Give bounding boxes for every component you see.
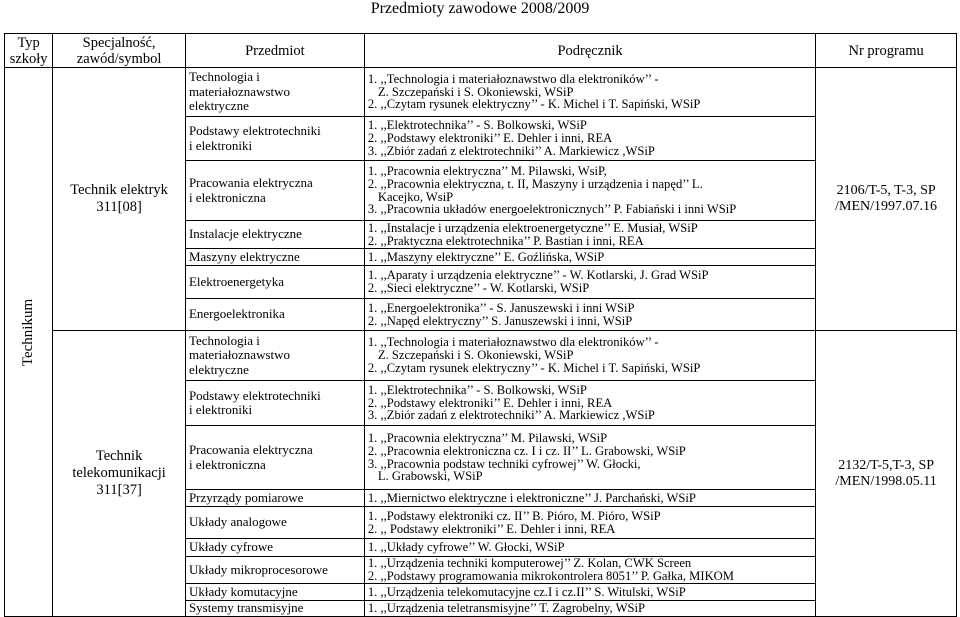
subject-line: i elektroniki — [188, 137, 253, 153]
header-spec — [53, 34, 186, 68]
textbook-line: 2. ,,Pracownia elektryczna, t. II, Maszyny i urządzenia i napęd’’ L. — [367, 176, 703, 191]
program-number-line: /MEN/1997.07.16 — [835, 199, 938, 214]
subjects-table — [4, 33, 957, 617]
subject-line: Układy cyfrowe — [188, 539, 274, 555]
textbook-cell — [364, 299, 815, 331]
textbook-cell — [364, 266, 815, 299]
textbook-line: 2. ,,Sieci elektryczne’’ - W. Kotlarski, WSiP — [367, 281, 590, 295]
textbook-line: 1. ,,Urządzenia teletransmisyjne’’ T. Zagrobelny, WSiP — [367, 601, 645, 616]
subject-cell — [185, 557, 364, 584]
table-row — [5, 331, 957, 381]
textbook-line: 2. ,,Pracownia elektroniczna cz. I i cz. II’’ L. Grabowski, WSiP — [367, 443, 686, 458]
header-przedmiot: Przedmiot — [185, 34, 364, 68]
subject-cell — [185, 539, 364, 557]
textbook-line: 3. ,,Pracownia podstaw techniki cyfrowej’’ W. Głocki, — [367, 456, 641, 471]
textbook-cell — [364, 601, 815, 617]
subject-line: Układy mikroprocesorowe — [188, 561, 328, 577]
subject-line: Systemy transmisyjne — [188, 600, 304, 616]
table-body — [5, 68, 957, 617]
subject-cell — [185, 331, 364, 381]
program-number-line: 2132/T-5,T-3, SP — [838, 457, 935, 473]
textbook-line: Kacejko, WsiP — [377, 189, 454, 204]
textbook-cell — [364, 584, 815, 601]
subject-line: Podstawy elektrotechniki — [188, 387, 321, 403]
textbook-line: 1. ,,Elektrotechnika’’ - S. Bolkowski, WSiP — [367, 382, 587, 397]
textbook-line: 2. ,,Podstawy programowania mikrokontrolera 8051’’ P. Gałka, MIKOM — [367, 569, 734, 583]
subject-cell — [185, 507, 364, 539]
specialty-line: Technik elektryk — [70, 182, 168, 198]
subject-line: Technologia i — [188, 332, 260, 348]
textbook-line: 1. ,,Instalacje i urządzenia elektroenergetyczne’’ E. Musiał, WSiP — [367, 220, 698, 235]
subject-cell — [185, 601, 364, 617]
textbook-line: 1. ,,Elektrotechnika’’ - S. Bolkowski, WSiP — [367, 118, 587, 133]
textbook-line: 1. ,,Maszyny elektryczne’’ E. Goźlińska, WSiP — [367, 249, 605, 264]
header-spec-line2: zawód/symbol — [76, 50, 162, 67]
textbook-cell — [364, 221, 815, 249]
school-type-cell — [5, 68, 53, 617]
textbook-cell — [364, 539, 815, 557]
textbook-line: 2. ,,Czytam rysunek elektryczny’’ - K. Michel i T. Sapiński, WSiP — [367, 97, 701, 112]
subject-cell — [185, 117, 364, 161]
subject-line: elektryczne — [188, 361, 249, 377]
table-row — [5, 68, 957, 117]
textbook-line: 1. ,,Energoelektronika’’ - S. Januszewski i inni WSiP — [367, 300, 635, 315]
subject-cell — [185, 68, 364, 117]
subject-cell — [185, 490, 364, 507]
subject-cell — [185, 381, 364, 426]
textbook-line: 1. ,,Układy cyfrowe’’ W. Głocki, WSiP — [367, 540, 565, 555]
subject-cell — [185, 266, 364, 299]
program-number-cell — [816, 331, 957, 617]
subject-line: Pracowania elektryczna — [188, 175, 313, 190]
textbook-line: Z. Szczepański i S. Okoniewski, WSiP — [377, 348, 574, 363]
school-type: Technikum — [20, 298, 37, 366]
subject-line: materiałoznawstwo — [188, 347, 291, 363]
program-number-cell — [816, 68, 957, 331]
specialty-cell — [53, 331, 186, 617]
textbook-line: 1. ,,Aparaty i urządzenia elektryczne’’ - W. Kotlarski, J. Grad WSiP — [367, 268, 709, 283]
subject-cell — [185, 584, 364, 601]
specialty-line: Technik — [95, 448, 143, 464]
textbook-line: 2. ,,Podstawy elektroniki’’ E. Dehler i inni, REA — [367, 131, 613, 146]
subject-line: i elektroniki — [188, 402, 253, 417]
program-number-line: /MEN/1998.05.11 — [835, 473, 937, 489]
subject-line: Układy komutacyjne — [188, 583, 298, 599]
textbook-line: 2. ,,Czytam rysunek elektryczny’’ - K. Michel i T. Sapiński, WSiP — [367, 360, 701, 375]
subject-cell — [185, 161, 364, 221]
textbook-line: 2. ,,Praktyczna elektrotechnika’’ P. Bastian i inni, REA — [367, 233, 644, 248]
textbook-cell — [364, 249, 815, 266]
textbook-line: 1. ,,Technologia i materiałoznawstwo dla elektroników’’ - — [367, 335, 659, 350]
textbook-line: 1. ,,Podstawy elektroniki cz. II’’ B. Pióro, M. Pióro, WSiP — [367, 508, 661, 523]
textbook-cell — [364, 117, 815, 161]
textbook-cell — [364, 331, 815, 381]
textbook-cell — [364, 426, 815, 490]
subject-line: Przyrządy pomiarowe — [188, 489, 304, 505]
subject-cell — [185, 249, 364, 266]
subject-line: Pracowania elektryczna — [188, 442, 313, 457]
textbook-cell — [364, 68, 815, 117]
subject-cell — [185, 221, 364, 249]
header-podrecznik: Podręcznik — [364, 34, 815, 68]
header-typ — [5, 34, 53, 68]
specialty-line: 311[08] — [96, 199, 142, 215]
subject-cell — [185, 299, 364, 331]
header-spec-line1: Specjalność, — [82, 34, 156, 51]
textbook-line: 1. ,,Pracownia elektryczna’’ M. Pilawski, WsiP, — [367, 164, 607, 179]
textbook-cell — [364, 507, 815, 539]
subject-line: Maszyny elektryczne — [188, 248, 300, 264]
textbook-line: 2. ,,Napęd elektryczny’’ S. Januszewski i inni, WSiP — [367, 313, 633, 328]
subject-line: i elektroniczna — [188, 456, 266, 472]
textbook-line: 3. ,,Zbiór zadań z elektrotechniki’’ A. Markiewicz ,WSiP — [367, 408, 655, 423]
textbook-line: 1. ,,Pracownia elektryczna’’ M. Pilawski, WSiP — [367, 431, 608, 446]
textbook-line: Z. Szczepański i S. Okoniewski, WSiP — [377, 84, 574, 99]
subject-line: Energoelektronika — [188, 306, 285, 322]
page-title: Przedmioty zawodowe 2008/2009 — [370, 0, 590, 17]
textbook-line: 1. ,,Urządzenia telekomutacyjne cz.I i cz.II’’ S. Witulski, WSiP — [367, 584, 686, 599]
subject-line: Instalacje elektryczne — [188, 226, 302, 242]
subject-line: Technologia i — [188, 69, 260, 85]
header-typ-line1: Typ — [17, 34, 40, 51]
textbook-line: 3. ,,Pracownia układów energoelektronicznych’’ P. Fabiański i inni WSiP — [367, 202, 737, 217]
textbook-cell — [364, 490, 815, 507]
subject-line: materiałoznawstwo — [188, 83, 291, 99]
specialty-line: 311[37] — [96, 482, 142, 498]
textbook-cell — [364, 381, 815, 426]
textbook-line: 2. ,, Podstawy elektroniki’’ E. Dehler i inni, REA — [367, 521, 616, 536]
program-number-line: 2106/T-5, T-3, SP — [836, 183, 936, 198]
subject-line: elektryczne — [188, 98, 249, 114]
subject-cell — [185, 426, 364, 490]
subject-line: Elektroenergetyka — [188, 273, 284, 289]
specialty-cell — [53, 68, 186, 331]
textbook-cell — [364, 557, 815, 584]
subject-line: i elektroniczna — [188, 189, 266, 205]
subject-line: Podstawy elektrotechniki — [188, 123, 321, 138]
textbook-line: L. Grabowski, WSiP — [377, 469, 483, 484]
textbook-line: 3. ,,Zbiór zadań z elektrotechniki’’ A. Markiewicz ,WSiP — [367, 143, 655, 158]
header-nr: Nr programu — [816, 34, 957, 68]
header-typ-line2: szkoły — [9, 50, 48, 67]
textbook-line: 1. ,,Technologia i materiałoznawstwo dla elektroników’’ - — [367, 71, 659, 86]
textbook-line: 1. ,,Miernictwo elektryczne i elektroniczne’’ J. Parchański, WSiP — [367, 490, 696, 505]
textbook-cell — [364, 161, 815, 221]
specialty-line: telekomunikacji — [72, 465, 166, 481]
subject-line: Układy analogowe — [188, 514, 287, 530]
textbook-line: 1. ,,Urządzenia techniki komputerowej’’ Z. Kolan, CWK Screen — [367, 556, 692, 571]
textbook-line: 2. ,,Podstawy elektroniki’’ E. Dehler i inni, REA — [367, 395, 613, 410]
